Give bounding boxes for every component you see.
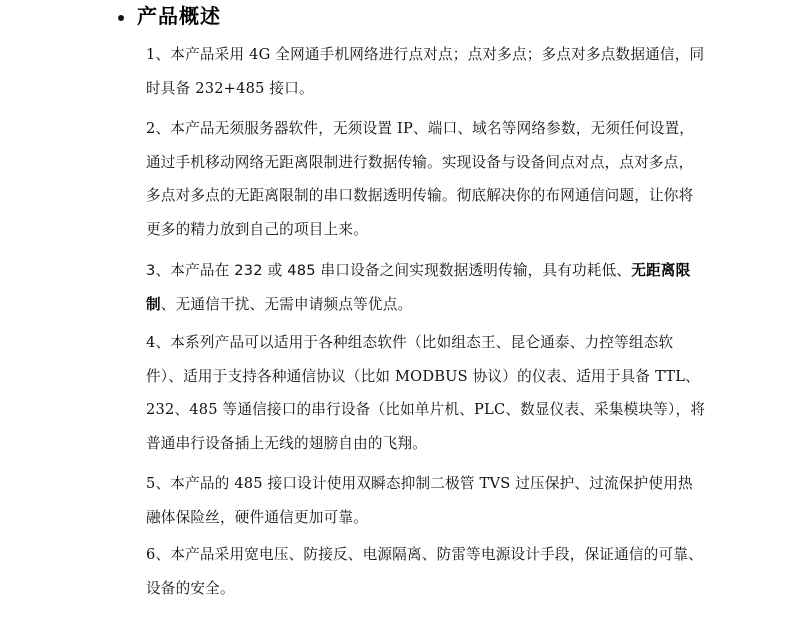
paragraph-3-text: 3、本产品在 232 或 485 串口设备之间实现数据透明传输，具有功耗低、 <box>146 262 632 279</box>
bullet-icon <box>118 15 124 21</box>
paragraph-3-tail: 、无通信干扰、无需申请频点等优点。 <box>160 295 413 313</box>
paragraph-3 <box>146 254 706 321</box>
paragraph-5: 5、本产品的 485 接口设计使用双瞬态抑制二极管 TVS 过压保护、过流保护使用热融体保险丝，硬件通信更加可靠。 <box>146 475 693 526</box>
paragraph-1: 1、本产品采用 4G 全网通手机网络进行点对点；点对多点；多点对多点数据通信，同时具备 232+485 接口。 <box>146 46 705 97</box>
paragraph-4: 4、本系列产品可以适用于各种组态软件（比如组态王、昆仑通泰、力控等组态软件）、适用于支持各种通信协议（比如 MODBUS 协议）的仪表、适用于具备 TTL、232、485 等通信接口的串行设备（比如单片机、PLC、数显仪表、采集模块等），将普通串行设备插上无线的翅膀自由的飞翔。 <box>146 334 706 452</box>
paragraph-3-emphasis: 无距离限制 <box>146 262 691 313</box>
section-title: 产品概述 <box>137 4 221 28</box>
paragraph-2: 2、本产品无须服务器软件，无须设置 IP、端口、域名等网络参数，无须任何设置，通过手机移动网络无距离限制进行数据传输。实现设备与设备间点对点，点对多点，多点对多点的无距离限制的串口数据透明传输。彻底解决你的布网通信问题，让你将更多的精力放到自己的项目上来。 <box>146 120 695 238</box>
paragraph-6: 6、本产品采用宽电压、防接反、电源隔离、防雷等电源设计手段，保证通信的可靠、设备的安全。 <box>146 546 703 597</box>
